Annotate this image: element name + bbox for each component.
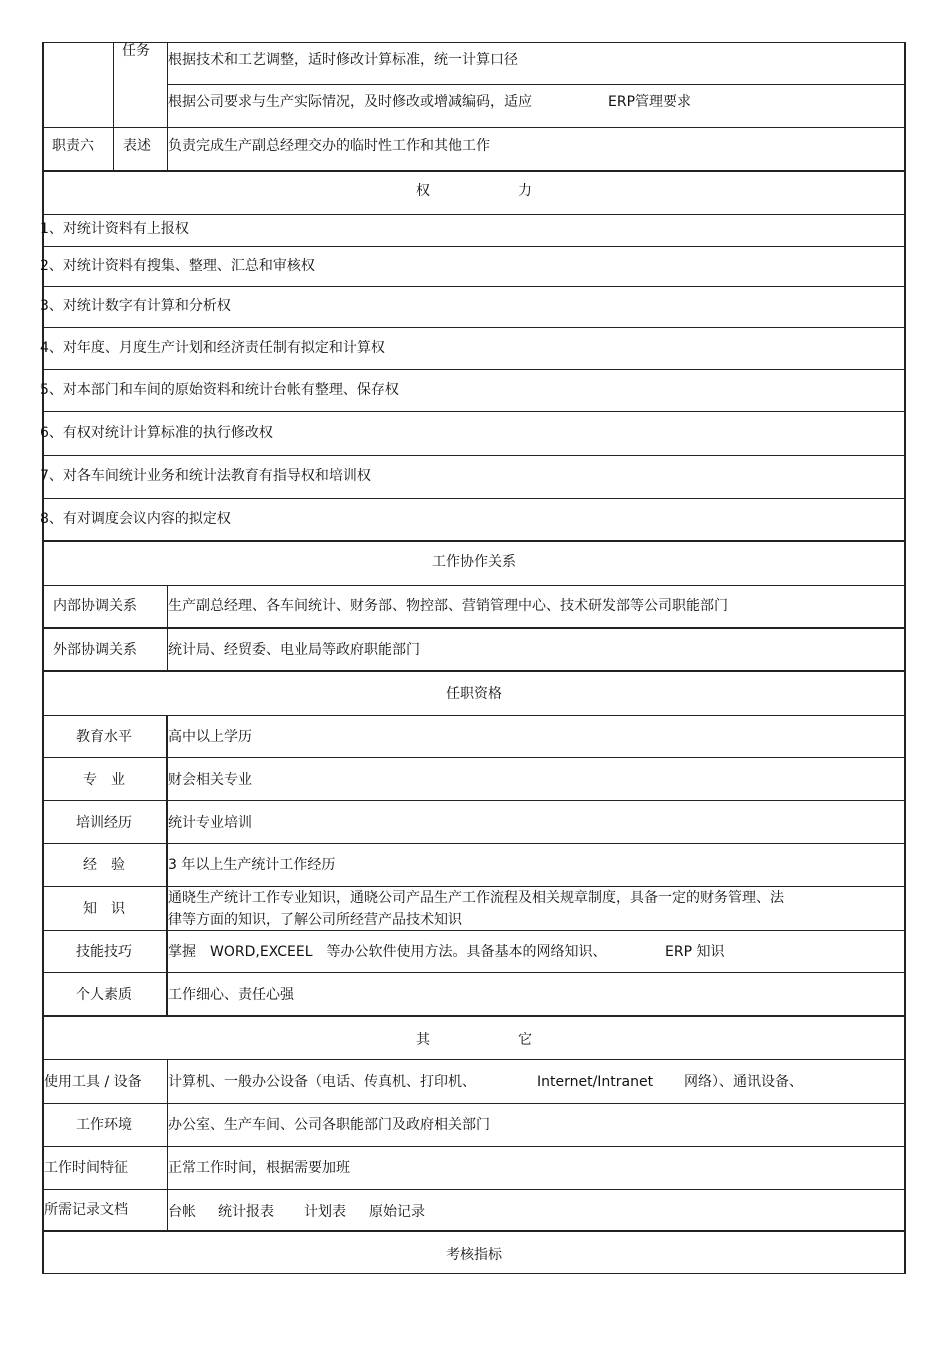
other-label-tools: 使用工具 / 设备 [44,1074,142,1090]
row-line [42,246,906,247]
assessment-header: 考核指标 [446,1247,502,1263]
other-label-worktime: 工作时间特征 [44,1160,128,1176]
internal-label: 内部协调关系 [53,598,137,614]
row-line [42,411,906,412]
qual-text-major: 财会相关专业 [168,772,252,788]
qual-text-skills: 掌握 WORD,EXCEEL 等办公软件使用方法。具备基本的网络知识、 [168,944,607,960]
qualification-header: 任职资格 [446,686,502,702]
row-line [42,972,906,973]
records-item-ledger: 台帐 [168,1204,196,1220]
authority-header-right: 力 [518,183,532,199]
other-header-right: 它 [518,1032,532,1048]
row-line [42,1146,906,1147]
other-header-left: 其 [416,1032,430,1048]
authority-item-2: 2、对统计资料有搜集、整理、汇总和审核权 [40,258,315,274]
authority-item-7: 7、对各车间统计业务和统计法教育有指导权和培训权 [40,468,371,484]
qual-label-skills: 技能技巧 [76,944,132,960]
qual-label-training: 培训经历 [76,815,132,831]
other-text-tools-net: Internet/Intranet [537,1074,654,1090]
authority-item-6: 6、有权对统计计算标准的执行修改权 [40,425,273,441]
qual-text-skills-erp: ERP 知识 [665,944,725,960]
records-item-statistics-report: 统计报表 [218,1204,274,1220]
row-line [42,498,906,499]
row-line [42,1015,906,1017]
other-text-tools: 计算机、一般办公设备（电话、传真机、打印机、 [168,1074,476,1090]
row-line [42,1103,906,1104]
row-line [42,627,906,629]
row-line [42,757,906,758]
qual-text-personal: 工作细心、责任心强 [168,987,294,1003]
row-line [42,886,906,887]
row-line [42,455,906,456]
task-row-2-erp: ERP管理要求 [608,94,692,110]
authority-item-5: 5、对本部门和车间的原始资料和统计台帐有整理、保存权 [40,382,399,398]
task-row-2: 根据公司要求与生产实际情况，及时修改或增减编码，适应 [168,94,532,110]
other-text-environment: 办公室、生产车间、公司各职能部门及政府相关部门 [168,1117,490,1133]
row-line [42,540,906,542]
row-line [42,369,906,370]
other-label-environment: 工作环境 [76,1117,132,1133]
task-label: 任务 [122,43,150,59]
other-text-tools-end: 网络）、通讯设备、 [684,1074,803,1090]
row-line [42,1189,906,1190]
qual-label-education: 教育水平 [76,729,132,745]
qual-label-experience: 经 验 [83,857,125,873]
duty6-text: 负责完成生产副总经理交办的临时性工作和其他工作 [168,138,490,154]
internal-text: 生产副总经理、各车间统计、财务部、物控部、营销管理中心、技术研发部等公司职能部门 [168,598,728,614]
col-line [113,42,114,170]
external-text: 统计局、经贸委、电业局等政府职能部门 [168,642,420,658]
authority-item-8: 8、有对调度会议内容的拟定权 [40,511,231,527]
external-label: 外部协调关系 [53,642,137,658]
qual-label-knowledge: 知 识 [83,901,125,917]
records-item-original: 原始记录 [369,1204,425,1220]
row-line [42,843,906,844]
other-label-records: 所需记录文档 [44,1202,128,1218]
row-line [42,170,906,172]
qual-label-major: 专 业 [83,772,125,788]
row-line [42,585,906,586]
authority-header-left: 权 [416,183,430,199]
task-row-1: 根据技术和工艺调整，适时修改计算标准，统一计算口径 [168,52,518,68]
row-line [42,715,906,716]
duty6-label: 职责六 [52,138,94,154]
qual-text-training: 统计专业培训 [168,815,252,831]
row-line [42,1230,906,1232]
qual-text-experience: 3 年以上生产统计工作经历 [168,857,336,873]
qual-text-knowledge: 通晓生产统计工作专业知识，通晓公司产品生产工作流程及相关规章制度，具备一定的财务管理、法 [168,890,784,906]
qual-label-personal: 个人素质 [76,987,132,1003]
duty6-desc-label: 表述 [123,138,151,154]
row-line [42,1059,906,1060]
authority-item-3: 3、对统计数字有计算和分析权 [40,298,231,314]
cooperation-header: 工作协作关系 [432,554,516,570]
row-line [42,930,906,931]
row-line [42,286,906,287]
row-line [42,127,906,128]
row-line [42,214,906,215]
row-line [42,327,906,328]
table-bottom-border [42,1273,906,1274]
authority-item-4: 4、对年度、月度生产计划和经济责任制有拟定和计算权 [40,340,385,356]
qual-text-knowledge-2: 律等方面的知识，了解公司所经营产品技术知识 [168,912,462,928]
row-line [42,670,906,672]
other-text-worktime: 正常工作时间，根据需要加班 [168,1160,350,1176]
table-right-border [904,42,906,1274]
row-line [42,42,906,43]
qual-text-education: 高中以上学历 [168,729,252,745]
row-line [167,84,905,85]
records-item-plan: 计划表 [304,1204,346,1220]
row-line [42,800,906,801]
authority-item-1: 1、对统计资料有上报权 [40,221,189,237]
